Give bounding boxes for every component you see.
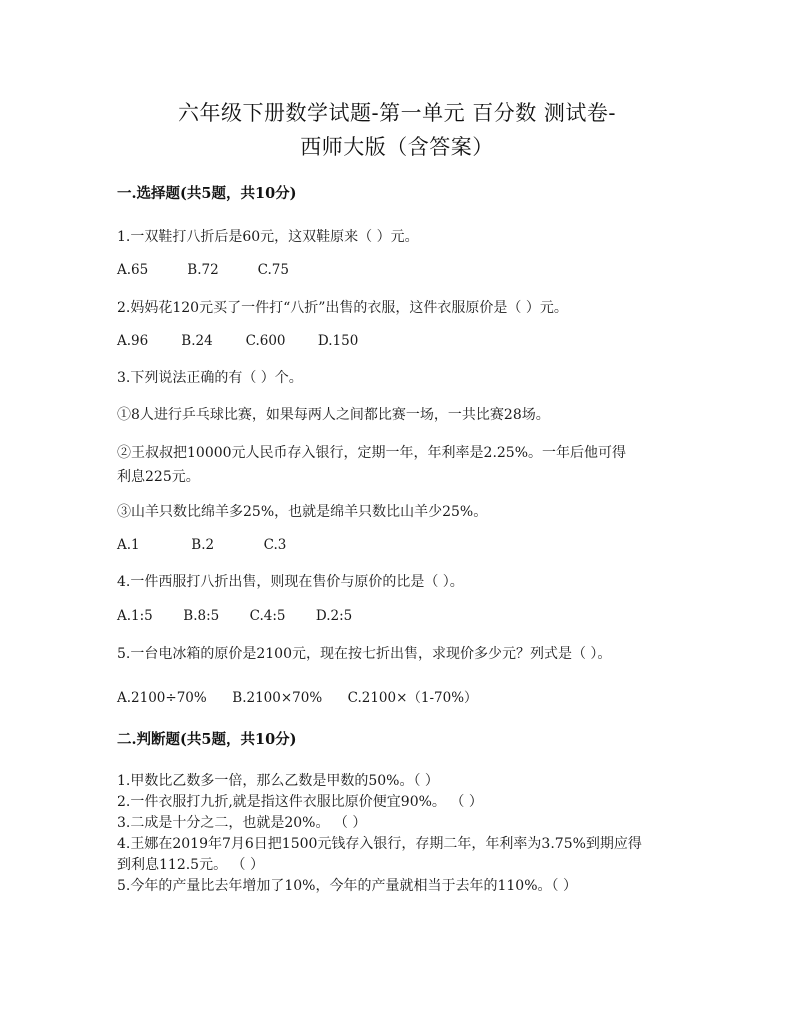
question-3-statement-2-cont: 利息225元。 (117, 469, 200, 485)
question-4-options (117, 608, 352, 624)
option-a: A.65 (117, 262, 149, 278)
option-b: B.2100×70% (232, 690, 323, 706)
question-5: 5.一台电冰箱的原价是2100元，现在按七折出售，求现价多少元？列式是（ ）。 (117, 646, 612, 662)
question-3-options (117, 537, 286, 553)
page-title-line1: 六年级下册数学试题-第一单元 百分数 测试卷- (177, 101, 617, 125)
judgement-4-cont: 到利息112.5元。 （ ） (117, 857, 264, 873)
question-2: 2.妈妈花120元买了一件打“八折”出售的衣服，这件衣服原价是（ ）元。 (117, 300, 568, 316)
question-3-statement-1: ①8人进行乒乓球比赛，如果每两人之间都比赛一场，一共比赛28场。 (117, 407, 550, 423)
question-3: 3.下列说法正确的有（ ）个。 (117, 370, 303, 386)
question-2-options (117, 333, 358, 349)
option-a: A.96 (117, 333, 149, 349)
option-a: A.2100÷70% (117, 690, 207, 706)
judgement-4: 4.王娜在2019年7月6日把1500元钱存入银行，存期二年，年利率为3.75%到期应得 (117, 836, 642, 852)
option-a: A.1:5 (117, 608, 153, 624)
option-d: D.2:5 (315, 608, 353, 624)
option-a: A.1 (117, 537, 140, 553)
section2-heading: 二.判断题(共5题，共10分) (117, 731, 297, 748)
option-b: B.72 (187, 262, 219, 278)
question-3-statement-2: ②王叔叔把10000元人民币存入银行，定期一年，年利率是2.25%。一年后他可得 (117, 445, 627, 461)
question-5-options (117, 686, 478, 706)
question-1: 1.一双鞋打八折后是60元，这双鞋原来（ ）元。 (117, 229, 419, 245)
option-b: B.2 (191, 537, 215, 553)
judgement-2: 2.一件衣服打九折,就是指这件衣服比原价便宜90%。 （ ） (117, 794, 483, 810)
question-1-options (117, 262, 289, 278)
option-c: C.2100×（1-70%） (347, 690, 478, 706)
question-4: 4.一件西服打八折出售，则现在售价与原价的比是（ ）。 (117, 574, 464, 590)
judgement-1: 1.甲数比乙数多一倍，那么乙数是甲数的50%。（ ） (117, 773, 439, 789)
option-d: D.150 (317, 333, 359, 349)
judgement-3: 3.二成是十分之二，也就是20%。 （ ） (117, 815, 367, 831)
option-c: C.3 (263, 537, 287, 553)
judgement-5: 5.今年的产量比去年增加了10%，今年的产量就相当于去年的110%。（ ） (117, 878, 577, 894)
option-c: C.75 (257, 262, 289, 278)
section1-heading: 一.选择题(共5题，共10分) (117, 185, 297, 202)
page-title-line2: 西师大版（含答案） (300, 135, 494, 159)
question-3-statement-3: ③山羊只数比绵羊多25%，也就是绵羊只数比山羊少25%。 (117, 504, 488, 520)
option-b: B.24 (181, 333, 213, 349)
option-c: C.600 (245, 333, 286, 349)
option-c: C.4:5 (249, 608, 286, 624)
option-b: B.8:5 (183, 608, 220, 624)
